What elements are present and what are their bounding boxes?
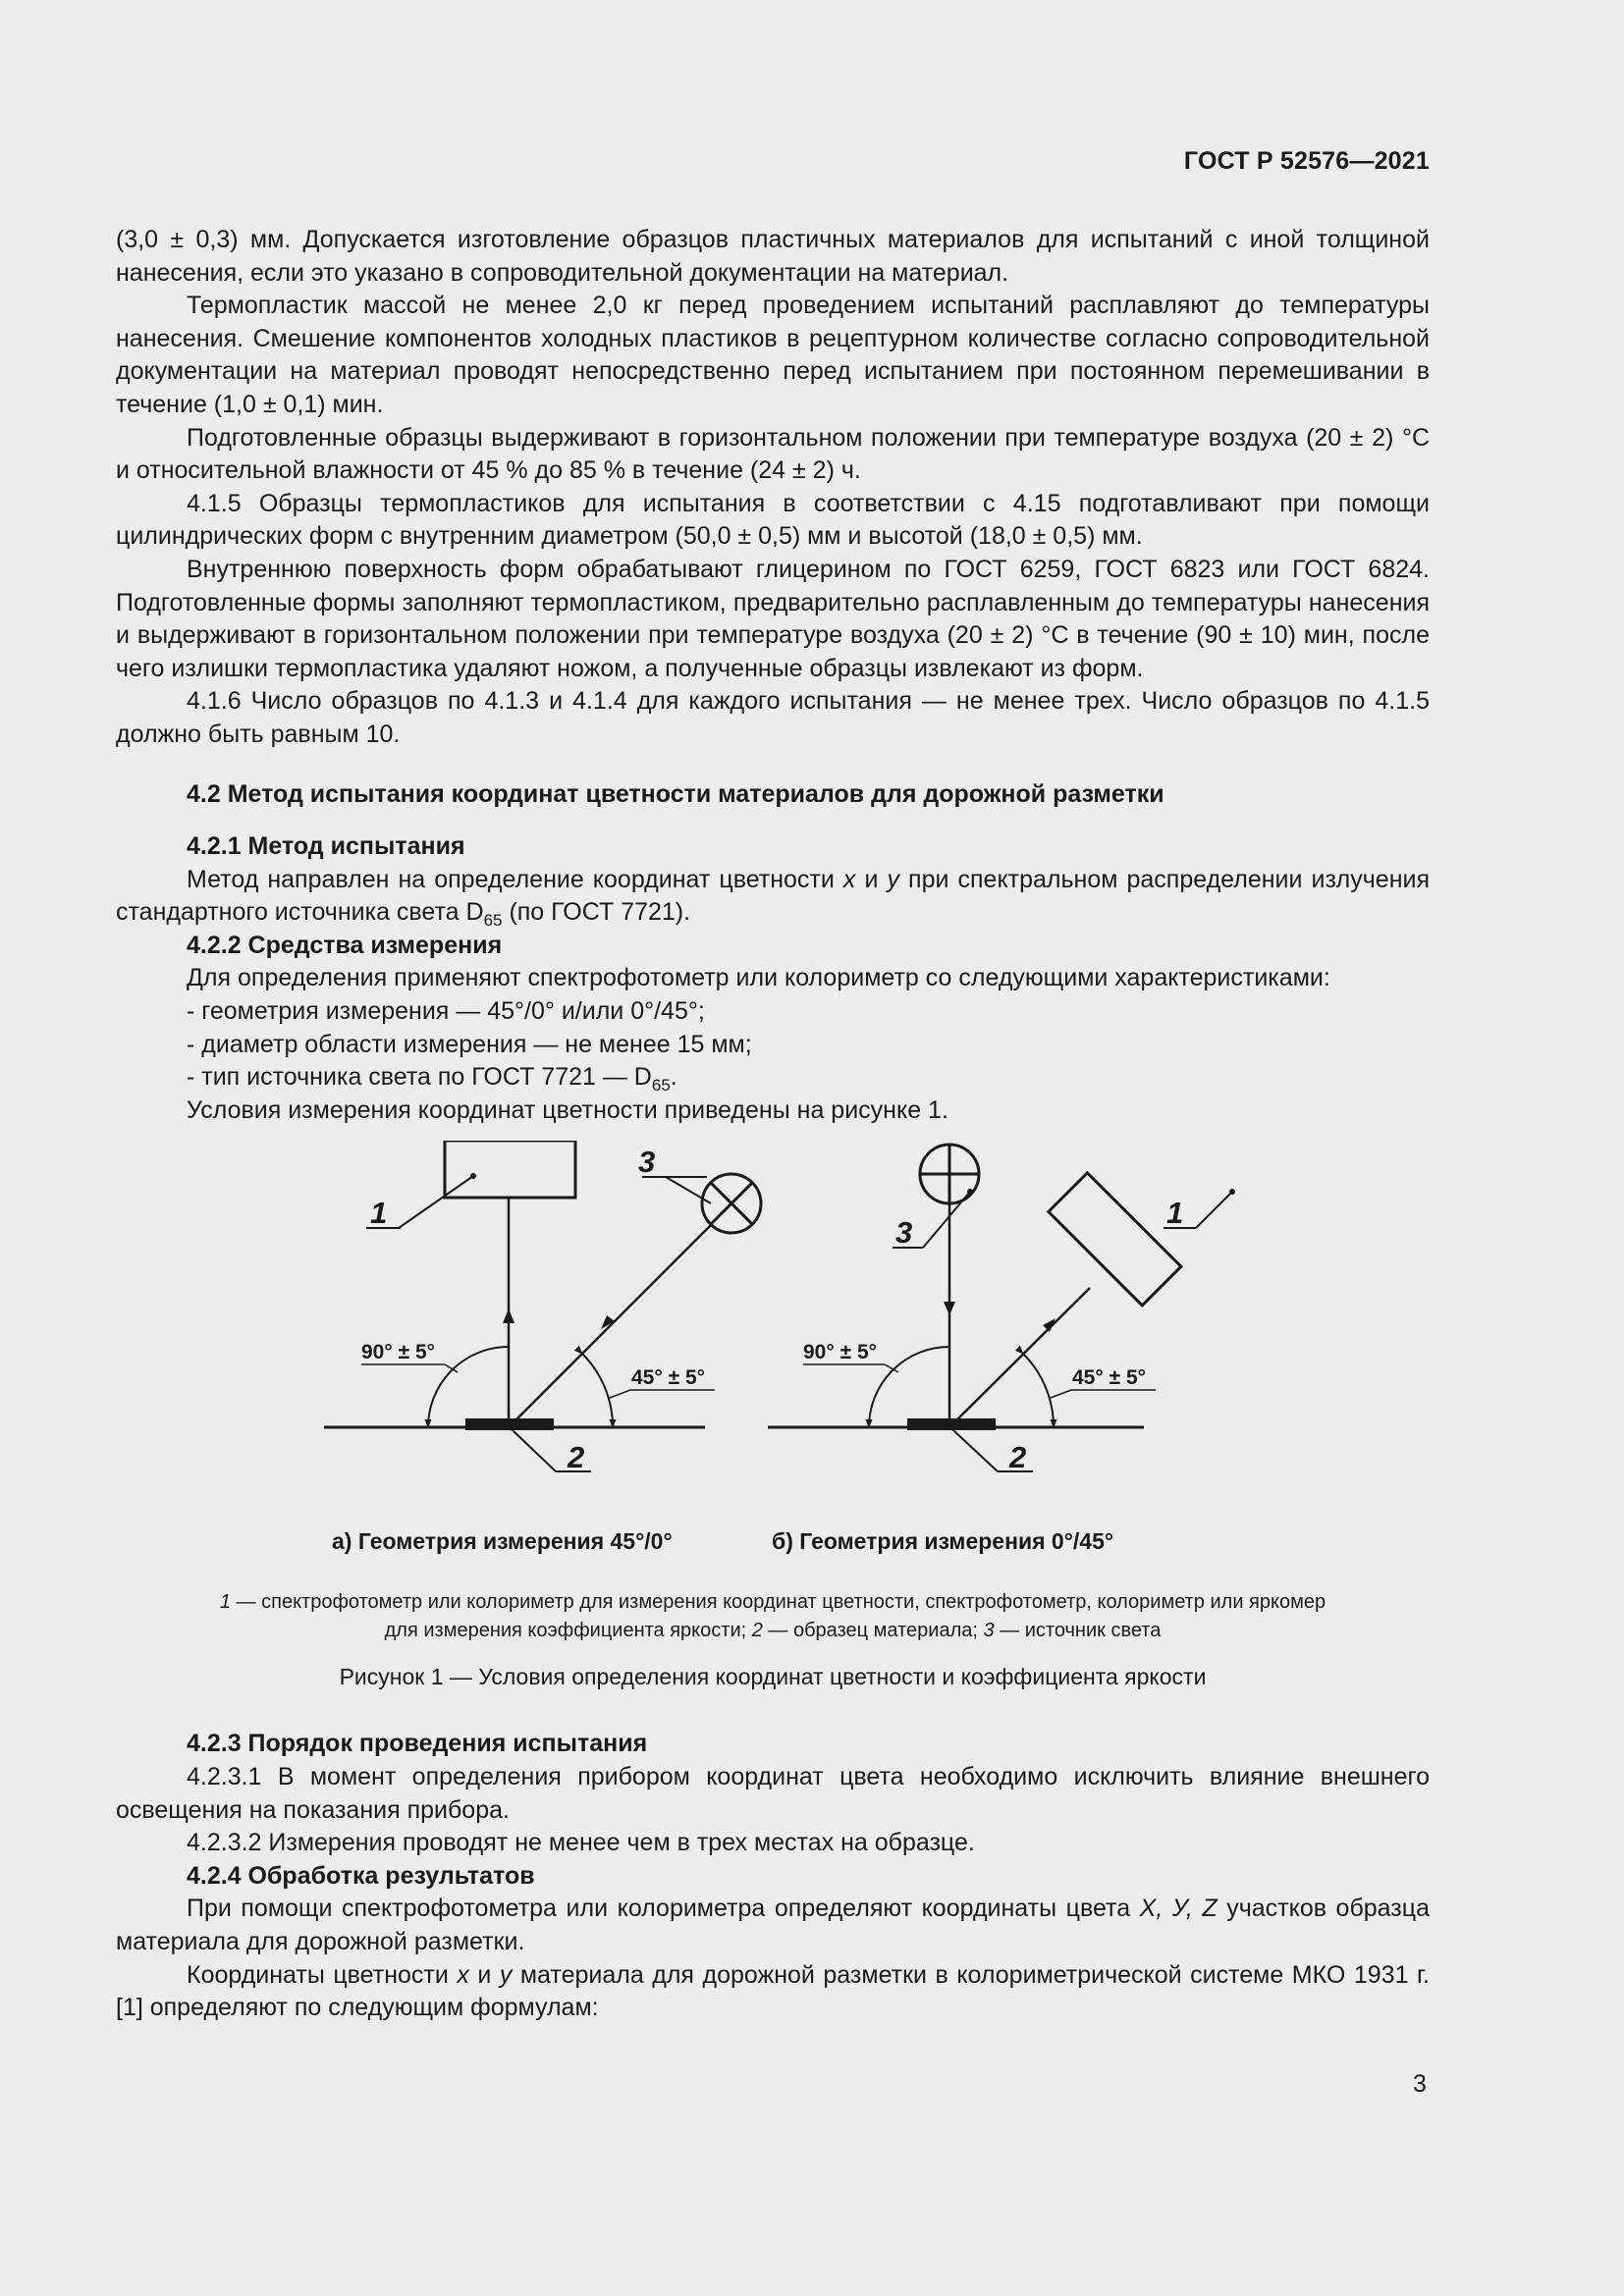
paragraph: (3,0 ± 0,3) мм. Допускается изготовление образцов пластичных материалов для испытаний с иной толщиной нанесения, если это указано в сопроводительной документации на материал. [116, 226, 1430, 287]
paragraph: Для определения применяют спектрофотометр или колориметр со следующими характеристиками: [187, 964, 1330, 992]
svg-text:45° ± 5°: 45° ± 5° [1072, 1366, 1147, 1390]
figure-caption-b: б) Геометрия измерения 0°/45° [772, 1528, 1114, 1555]
list-item: - геометрия измерения — 45°/0° и/или 0°/45°; [187, 997, 705, 1026]
svg-text:3: 3 [895, 1215, 913, 1251]
panel-a-geometry-45-0 [324, 1141, 761, 1474]
svg-text:1: 1 [1166, 1196, 1184, 1231]
angle-arc-45 [582, 1354, 613, 1427]
page-number: 3 [1413, 2070, 1427, 2098]
subsection-heading-4-2-3: 4.2.3 Порядок проведения испытания [187, 1730, 648, 1758]
figure-legend: 1 — спектрофотометр или колориметр для измерения координат цветности, спектрофотометр, колориметр или яркомер для измерения коэффициента яркости; 2 — образец материала; 3 — источник света [219, 1591, 1326, 1642]
svg-text:45° ± 5°: 45° ± 5° [631, 1366, 706, 1390]
subsection-heading-4-2-1: 4.2.1 Метод испытания [187, 832, 465, 861]
reflected-ray [951, 1288, 1090, 1425]
instrument-box [1049, 1173, 1184, 1306]
section-heading-4-2: 4.2 Метод испытания координат цветности материалов для дорожной разметки [187, 779, 1164, 808]
angle-arc-45 [1023, 1354, 1054, 1427]
paragraph: Условия измерения координат цветности приведены на рисунке 1. [187, 1095, 948, 1124]
paragraph: 4.2.3.1 В момент определения прибором координат цвета необходимо исключить влияние внешнего освещения на показания прибора. [116, 1763, 1430, 1824]
svg-text:1: 1 [370, 1196, 388, 1231]
document-header: ГОСТ Р 52576—2021 [1183, 147, 1430, 175]
paragraph: 4.1.6 Число образцов по 4.1.3 и 4.1.4 для каждого испытания — не менее трех. Число образцов по 4.1.5 должно быть равным 10. [116, 687, 1430, 748]
leader-2 [514, 1431, 556, 1471]
paragraph: Внутреннюю поверхность форм обрабатывают глицерином по ГОСТ 6259, ГОСТ 6823 или ГОСТ 6824. Подготовленные формы заполняют термопластиком, предварительно расплавленным до температуры нанесения и выдерживают в горизонтальном положении при температуре воздуха (20 ± 2) °С в течение (90 ± 10) мин, после чего излишки термопластика удаляют ножом, а полученные образцы извлекают из форм. [116, 555, 1430, 682]
paragraph: Метод направлен на определение координат цветности x и y при спектральном распределении излучения стандартного источника света $D_{65}$ (по ГОСТ 7721). [116, 865, 1430, 931]
svg-text:90° ± 5°: 90° ± 5° [361, 1341, 436, 1364]
leader-2 [954, 1431, 998, 1471]
figure-1 [116, 1141, 1430, 1730]
svg-text:3: 3 [638, 1145, 656, 1180]
svg-text:2: 2 [1009, 1440, 1027, 1475]
incident-ray [511, 1225, 711, 1425]
figure-title: Рисунок 1 — Условия определения координат цветности и коэффициента яркости [339, 1664, 1207, 1690]
list-item: - диаметр области измерения — не менее 15 мм; [187, 1030, 752, 1058]
svg-text:2: 2 [568, 1440, 585, 1475]
svg-text:90° ± 5°: 90° ± 5° [803, 1341, 878, 1364]
paragraph: Координаты цветности x и y материала для дорожной разметки в колориметрической системе МКО 1931 г. [1] определяют по следующим формулам: [116, 1960, 1430, 2022]
paragraph: При помощи спектрофотометра или колориметра определяют координаты цвета X, У, Z участков образца материала для дорожной разметки. [116, 1895, 1430, 1955]
figure-caption-a: а) Геометрия измерения 45°/0° [332, 1528, 673, 1555]
panel-b-geometry-0-45 [768, 1145, 1235, 1474]
angle-arc-90 [869, 1347, 949, 1427]
instrument-box [445, 1141, 575, 1198]
measurement-geometry-diagram [116, 1141, 1430, 1533]
leader-1 [399, 1176, 473, 1228]
paragraph: 4.1.5 Образцы термопластиков для испытания в соответствии с 4.15 подготавливают при помощи цилиндрических форм с внутренним диаметром (50,0 ± 0,5) мм и высотой (18,0 ± 0,5) мм. [116, 489, 1430, 551]
subsection-heading-4-2-2: 4.2.2 Средства измерения [187, 931, 503, 959]
angle-arc-90 [428, 1347, 509, 1427]
page-content [116, 224, 1430, 2025]
list-item: - тип источника света по ГОСТ 7721 — $D_{65}$. [187, 1063, 677, 1095]
paragraph: Термопластик массой не менее 2,0 кг перед проведением испытаний расплавляют до температуры нанесения. Смешение компонентов холодных пластиков в рецептурном количестве согласно сопроводительной документации на материал проводят непосредственно перед испытанием при постоянном перемешивании в течение (1,0 ± 0,1) мин. [116, 292, 1430, 418]
ray-arrow [944, 1302, 955, 1315]
ray-arrow [503, 1308, 514, 1323]
paragraph: 4.2.3.2 Измерения проводят не менее чем в трех местах на образце. [187, 1829, 975, 1857]
subsection-heading-4-2-4: 4.2.4 Обработка результатов [187, 1861, 535, 1890]
paragraph: Подготовленные образцы выдерживают в горизонтальном положении при температуре воздуха (20 ± 2) °С и относительной влажности от 45 % до 85 % в течение (24 ± 2) ч. [116, 423, 1430, 485]
